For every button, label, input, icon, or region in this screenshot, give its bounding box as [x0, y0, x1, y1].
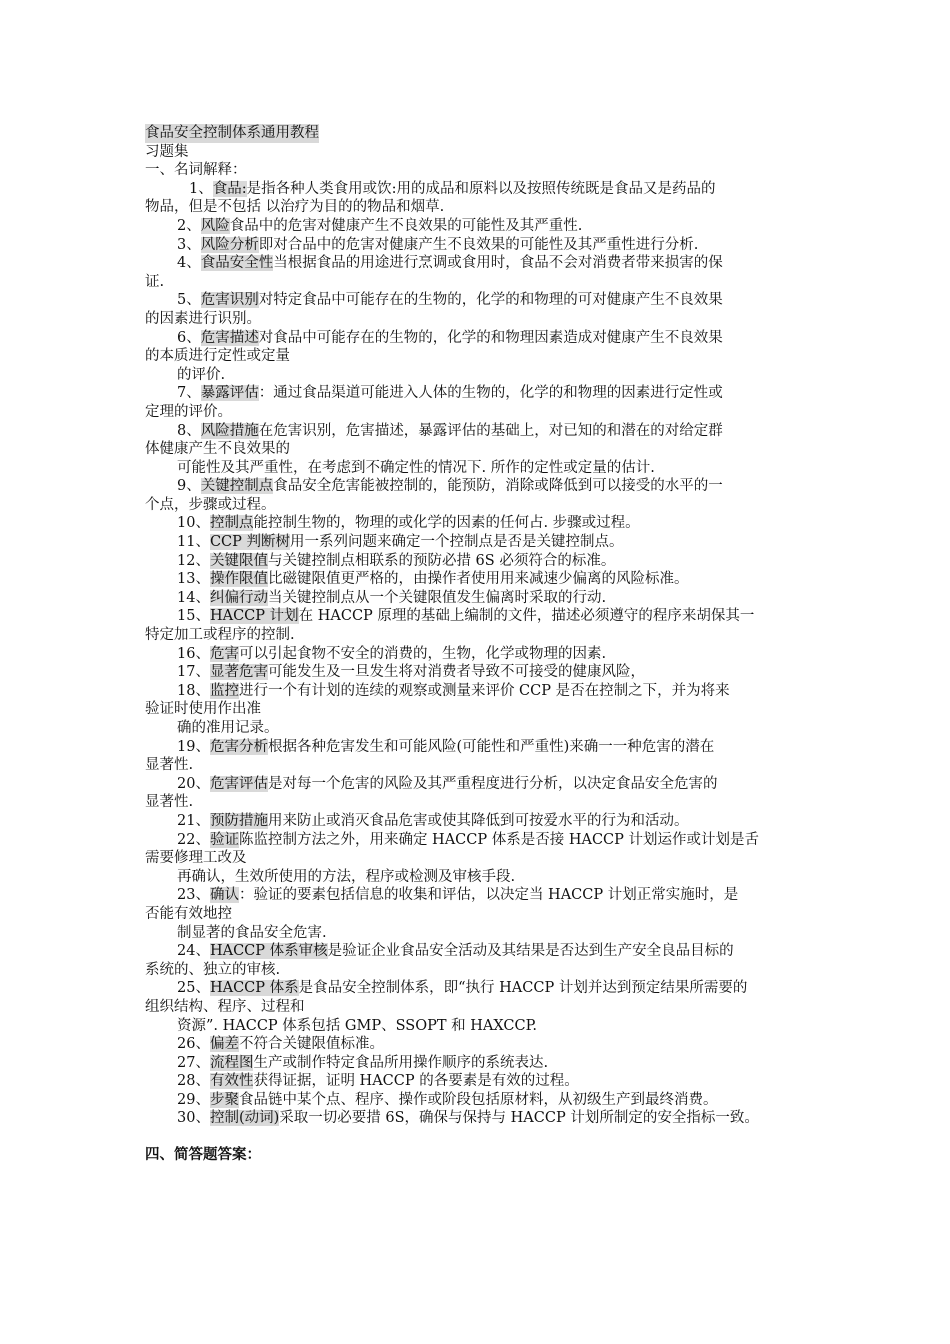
item-continuation: 显著性.	[145, 757, 194, 774]
item-definition: 获得证据，证明 HACCP 的各要素是有效的过程。	[253, 1073, 579, 1090]
item-definition: 用来防止或消灭食品危害或使其降低到可按爱水平的行为和活动。	[267, 812, 689, 829]
item-continuation: 的因素进行识别。	[145, 310, 261, 327]
item-definition: 在 HACCP 原理的基础上编制的文件，描述必须遵守的程序来胡保其一	[298, 608, 755, 625]
definition-item	[145, 1109, 810, 1128]
item-definition: 对食品中可能存在的生物的，化学的和物理因素造成对健康产生不良效果	[258, 329, 723, 346]
definition-item	[145, 831, 810, 850]
item-continuation: 验证时使用作出准	[145, 701, 261, 718]
item-definition: 生产或制作特定食品所用操作顺序的系统表达.	[253, 1054, 549, 1071]
item-continuation: 组织结构、程序、过程和	[145, 998, 305, 1015]
item-number: 27、	[177, 1054, 210, 1071]
definition-item	[145, 738, 810, 757]
item-continuation: 物品，但是不包括 以治疗为目的的物品和烟草.	[145, 199, 445, 216]
item-definition: 是验证企业食品安全活动及其结果是否达到生产安全良品目标的	[327, 943, 734, 960]
item-definition: 当关键控制点从一个关键限值发生偏离时采取的行动.	[267, 589, 607, 606]
item-number: 18、	[177, 682, 210, 699]
item-number: 25、	[177, 980, 210, 997]
definition-list	[145, 180, 810, 1128]
definition-item	[145, 1072, 810, 1091]
item-number: 23、	[177, 887, 210, 904]
section-heading-definitions: 一、名词解释：	[145, 162, 247, 179]
item-number: 29、	[177, 1091, 210, 1108]
definition-item	[145, 477, 810, 496]
item-term: 显著危害	[209, 664, 268, 681]
item-term: 风险分析	[200, 236, 259, 253]
item-continuation: 体健康产生不良效果的	[145, 441, 290, 458]
item-number: 15、	[177, 608, 210, 625]
item-number: 12、	[177, 552, 210, 569]
section-heading-short-answers: 四、简答题答案：	[145, 1146, 261, 1164]
item-definition: 能控制生物的，物理的或化学的因素的任何占. 步骤或过程。	[253, 515, 640, 532]
item-continuation-indented: 确的准用记录。	[177, 720, 279, 736]
item-continuation: 证.	[145, 273, 165, 290]
item-definition: 用一系列问题来确定一个控制点是否是关键控制点。	[290, 534, 624, 551]
item-definition: 在危害识别，危害描述，暴露评估的基础上，对已知的和潜在的对给定群	[258, 422, 723, 439]
item-term: 危害识别	[200, 292, 259, 309]
definition-item	[145, 775, 810, 794]
definition-item	[145, 979, 810, 998]
definition-item	[145, 254, 810, 273]
item-definition: ：通过食品渠道可能进入人体的生物的，化学的和物理的因素进行定性或	[258, 385, 723, 402]
item-term: CCP 判断树	[209, 534, 291, 551]
item-number: 17、	[177, 664, 210, 681]
item-number: 8、	[177, 422, 201, 439]
definition-item	[145, 663, 810, 682]
item-term: 确认	[209, 887, 239, 904]
item-term: 纠偏行动	[209, 589, 268, 606]
item-number: 28、	[177, 1073, 210, 1090]
definition-item	[145, 682, 810, 701]
item-definition: 对特定食品中可能存在的生物的，化学的和物理的可对健康产生不良效果	[258, 292, 723, 309]
item-definition: 进行一个有计划的连续的观察或测量来评价 CCP 是否在控制之下，并为将来	[238, 682, 730, 699]
item-definition: 采取一切必要措 6S，确保与保持与 HACCP 计划所制定的安全指标一致。	[279, 1110, 759, 1127]
item-term: 暴露评估	[200, 385, 259, 402]
item-definition: 当根据食品的用途进行烹调或食用时，食品不会对消费者带来损害的保	[273, 255, 723, 272]
item-definition: 比磁键限值更严格的，由操作者使用用来减速少偏离的风险标准。	[267, 571, 689, 588]
item-definition: 根据各种危害发生和可能风险(可能性和严重性)来确一一种危害的潜在	[267, 738, 715, 755]
item-number: 21、	[177, 812, 210, 829]
item-definition: 是指各种人类食用或饮:用的成品和原料以及按照传统既是食品又是药品的	[246, 180, 716, 197]
definition-item	[145, 886, 810, 905]
item-term: 关键限值	[209, 552, 268, 569]
definition-item	[145, 384, 810, 403]
item-term: HACCP 体系	[209, 980, 299, 997]
item-continuation-indented: 可能性及其严重性，在考虑到不确定性的情况下. 所作的定性或定量的估计.	[177, 459, 655, 476]
item-number: 11、	[177, 534, 210, 551]
item-term: 食品安全性	[200, 255, 274, 272]
item-term: 危害分析	[209, 738, 268, 755]
item-number: 6、	[177, 329, 201, 346]
item-definition: 食品中的危害对健康产生不良效果的可能性及其严重性.	[229, 217, 583, 234]
item-number: 19、	[177, 738, 210, 755]
item-number: 4、	[177, 255, 201, 272]
item-continuation-indented: 资源”. HACCP 体系包括 GMP、SSOPT 和 HAXCCP.	[177, 1017, 538, 1034]
item-continuation-indented: 的评价.	[177, 366, 226, 383]
definition-item	[145, 236, 810, 255]
item-number: 22、	[177, 831, 210, 848]
document-subtitle: 习题集	[145, 143, 189, 160]
item-continuation: 的本质进行定性或定量	[145, 348, 290, 365]
item-number: 16、	[177, 645, 210, 662]
item-number: 14、	[177, 589, 210, 606]
item-continuation-indented: 制显著的食品安全危害.	[177, 924, 327, 941]
definition-item	[145, 552, 810, 571]
item-number: 24、	[177, 943, 210, 960]
definition-item	[145, 422, 810, 441]
item-term: 食品:	[212, 180, 247, 197]
item-number: 2、	[177, 217, 201, 234]
item-number: 5、	[177, 292, 201, 309]
item-definition: 是食品安全控制体系，即“执行 HACCP 计划并达到预定结果所需要的	[298, 980, 748, 997]
item-term: 危害评估	[209, 775, 268, 792]
item-term: 操作限值	[209, 571, 268, 588]
item-term: 步聚	[209, 1091, 239, 1108]
item-number: 7、	[177, 385, 201, 402]
definition-item	[145, 645, 810, 664]
item-continuation: 定理的评价。	[145, 403, 232, 420]
definition-item	[145, 329, 810, 348]
item-term: 关键控制点	[200, 478, 274, 495]
definition-item	[145, 812, 810, 831]
document-title: 食品安全控制体系通用教程	[145, 125, 319, 141]
item-number: 10、	[177, 515, 210, 532]
item-continuation: 系统的、独立的审核.	[145, 961, 281, 978]
item-term: 预防措施	[209, 812, 268, 829]
item-definition: 可以引起食物不安全的消费的，生物，化学或物理的因素.	[238, 645, 607, 662]
definition-item	[145, 570, 810, 589]
item-term: 风险	[200, 217, 230, 234]
item-term: HACCP 体系审核	[209, 943, 328, 960]
item-term: 危害	[209, 645, 239, 662]
definition-item	[145, 291, 810, 310]
item-definition: 食品链中某个点、程序、操作或阶段包括原材料，从初级生产到最终消费。	[238, 1091, 718, 1108]
item-continuation: 否能有效地控	[145, 905, 232, 922]
item-number: 20、	[177, 775, 210, 792]
definition-item	[145, 1054, 810, 1073]
definition-item	[145, 217, 810, 236]
item-term: 监控	[209, 682, 239, 699]
definition-item	[145, 514, 810, 533]
item-definition: 食品安全危害能被控制的，能预防，消除或降低到可以接受的水平的一	[273, 478, 723, 495]
item-number: 26、	[177, 1036, 210, 1053]
definition-item	[145, 589, 810, 608]
item-definition: 陈监控制方法之外，用来确定 HACCP 体系是否接 HACCP 计划运作或计划是舌	[238, 831, 760, 848]
definition-item	[145, 1091, 810, 1110]
item-term: 流程图	[209, 1054, 254, 1071]
definition-item	[145, 533, 810, 552]
item-term: 控制点	[209, 515, 254, 532]
item-definition: 与关键控制点相联系的预防必措 6S 必须符合的标准。	[267, 552, 616, 569]
item-term: 风险措施	[200, 422, 259, 439]
item-number: 3、	[177, 236, 201, 253]
item-continuation: 特定加工或程序的控制.	[145, 627, 295, 644]
definition-item	[145, 607, 810, 626]
item-definition: 不符合关键限值标准。	[238, 1036, 384, 1053]
item-term: HACCP 计划	[209, 608, 299, 625]
item-definition: ：验证的要素包括信息的收集和评估，以决定当 HACCP 计划正常实施时，是	[238, 887, 739, 904]
item-term: 危害描述	[200, 329, 259, 346]
item-term: 控制(动词)	[209, 1110, 280, 1127]
item-number: 9、	[177, 478, 201, 495]
item-continuation: 显著性.	[145, 794, 194, 811]
item-term: 偏差	[209, 1036, 239, 1053]
item-continuation: 需要修理工改及	[145, 850, 247, 867]
item-definition: 是对每一个危害的风险及其严重程度进行分析，以决定食品安全危害的	[267, 775, 718, 792]
item-definition: 可能发生及一旦发生将对消费者导致不可接受的健康风险，	[267, 664, 645, 681]
item-number: 30、	[177, 1110, 210, 1127]
item-number: 13、	[177, 571, 210, 588]
item-term: 有效性	[209, 1073, 254, 1090]
item-continuation-indented: 再确认，生效所使用的方法，程序或检测及审核手段.	[177, 868, 516, 885]
item-continuation: 个点，步骤或过程。	[145, 496, 276, 513]
definition-item	[145, 942, 810, 961]
item-number: 1、	[189, 180, 213, 197]
item-definition: 即对合品中的危害对健康产生不良效果的可能性及其严重性进行分析.	[258, 236, 699, 253]
document-content	[145, 124, 810, 1165]
item-term: 验证	[209, 831, 239, 848]
definition-item	[145, 180, 810, 199]
definition-item	[145, 1035, 810, 1054]
